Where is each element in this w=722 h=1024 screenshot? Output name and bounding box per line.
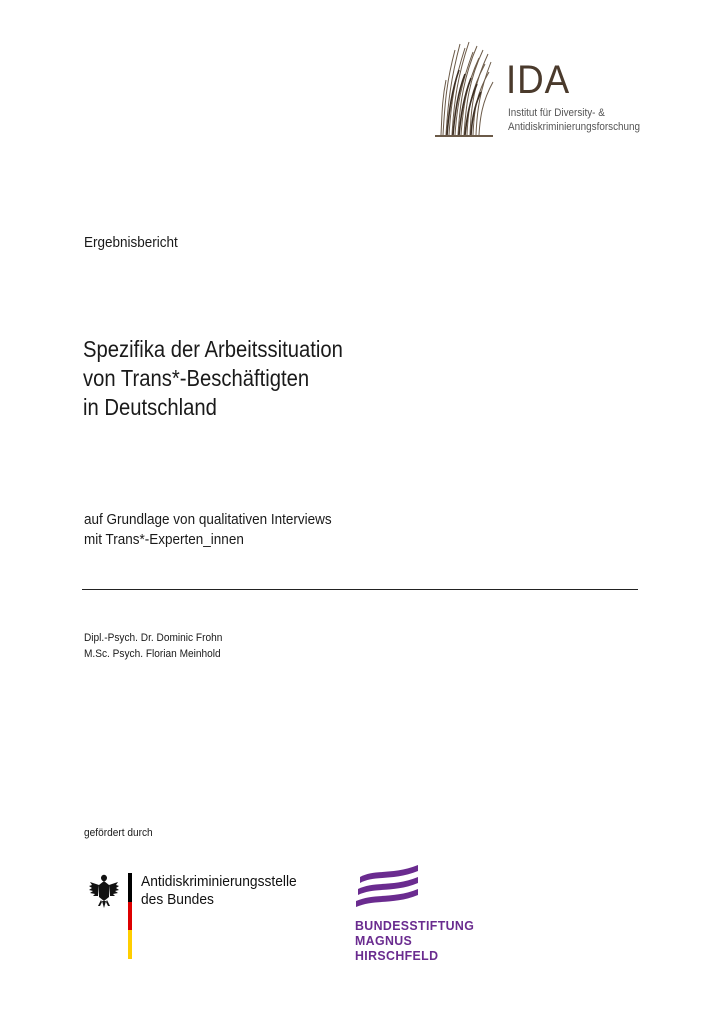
hirschfeld-line-1: BUNDESSTIFTUNG — [355, 918, 475, 933]
horizontal-divider — [82, 589, 638, 590]
document-title — [83, 335, 343, 422]
document-type: Ergebnisbericht — [84, 234, 178, 251]
hirschfeld-line-2: MAGNUS — [355, 933, 413, 948]
author-1: Dipl.-Psych. Dr. Dominic Frohn — [84, 632, 223, 644]
ida-name-line-1: Institut für Diversity- & — [508, 107, 605, 119]
subtitle-line-1: auf Grundlage von qualitativen Interviews — [84, 511, 332, 528]
subtitle-line-2: mit Trans*-Experten_innen — [84, 531, 244, 548]
ida-grass-logo-icon — [433, 40, 495, 138]
flag-red — [128, 902, 132, 931]
title-line-1: Spezifika der Arbeitssituation — [83, 336, 343, 362]
author-2: M.Sc. Psych. Florian Meinhold — [84, 648, 221, 660]
funded-by-label: gefördert durch — [84, 827, 153, 839]
ads-logo-text — [141, 873, 297, 909]
author-list — [84, 630, 222, 662]
hirschfeld-line-3: HIRSCHFELD — [355, 948, 439, 963]
federal-eagle-icon — [88, 873, 120, 909]
ads-line-2: des Bundes — [141, 891, 214, 908]
ads-line-1: Antidiskriminierungsstelle — [141, 873, 297, 890]
title-line-2: von Trans*-Beschäftigten — [83, 365, 310, 391]
flag-gold — [128, 930, 132, 959]
ida-acronym: IDA — [506, 58, 571, 102]
german-flag-stripe — [128, 873, 132, 959]
ida-institute-name — [508, 106, 640, 134]
hirschfeld-logo-text — [355, 918, 474, 963]
ida-name-line-2: Antidiskriminierungsforschung — [508, 121, 641, 133]
flag-black — [128, 873, 132, 902]
title-line-3: in Deutschland — [83, 394, 217, 420]
document-subtitle — [84, 510, 332, 550]
hirschfeld-wave-logo-icon — [354, 863, 420, 913]
